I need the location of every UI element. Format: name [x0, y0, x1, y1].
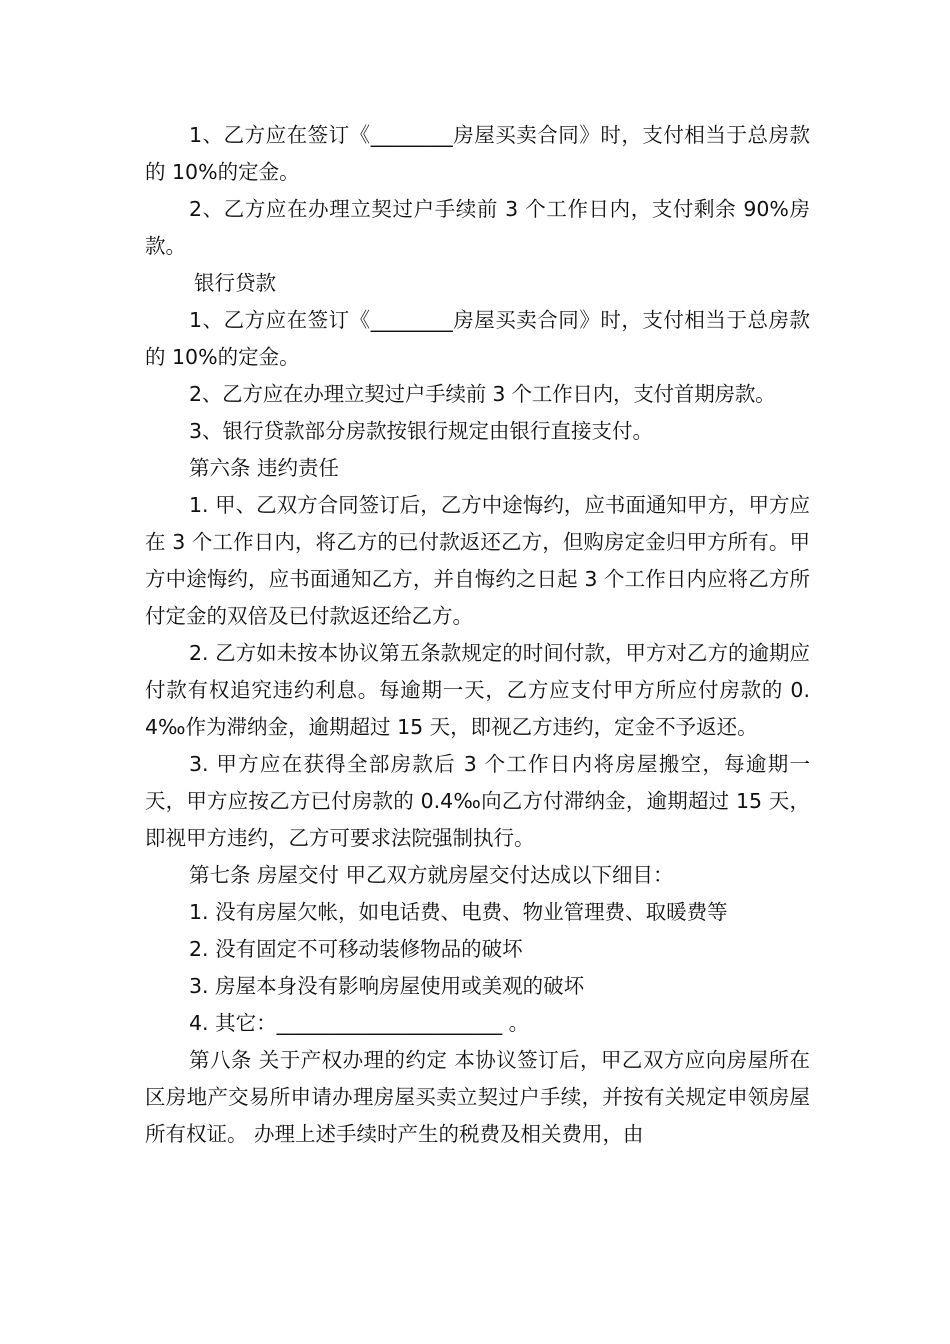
article-eight-text: 第八条 关于产权办理的约定 本协议签订后，甲乙双方应向房屋所在区房地产交易所申请办理房屋买卖立契过户手续，并按有关规定申领房屋所有权证。 办理上述手续时产生的税费及相关费用，由: [145, 1048, 810, 1146]
article-seven-item-1: 1. 没有房屋欠帐，如电话费、电费、物业管理费、取暖费等: [189, 900, 728, 924]
subheading-bank-loan: 银行贷款: [194, 271, 276, 295]
clause-full-payment-balance: 2、乙方应在办理立契过户手续前 3 个工作日内，支付剩余 90%房款。: [145, 197, 810, 258]
clause-loan-deposit: 1、乙方应在签订《________房屋买卖合同》时，支付相当于总房款的 10%的定金。: [145, 308, 810, 369]
clause-loan-down-payment: 2、乙方应在办理立契过户手续前 3 个工作日内，支付首期房款。: [189, 382, 776, 406]
document-body: [145, 117, 810, 1153]
article-six-heading: 第六条 违约责任: [189, 456, 340, 480]
article-seven-heading: 第七条 房屋交付 甲乙双方就房屋交付达成以下细目：: [189, 863, 674, 887]
article-seven-item-3: 3. 房屋本身没有影响房屋使用或美观的破坏: [189, 974, 585, 998]
article-six-item-1: 1. 甲、乙双方合同签订后，乙方中途悔约，应书面通知甲方，甲方应在 3 个工作日内，将乙方的已付款返还乙方，但购房定金归甲方所有。甲方中途悔约，应书面通知乙方，并自悔约之日起 3 个工作日内应将乙方所付定金的双倍及已付款返还给乙方。: [145, 493, 810, 628]
clause-loan-bank-payment: 3、银行贷款部分房款按银行规定由银行直接支付。: [189, 419, 654, 443]
article-seven-item-2: 2. 没有固定不可移动装修物品的破坏: [189, 937, 523, 961]
article-seven-item-4: 4. 其它：______________________ 。: [189, 1011, 530, 1035]
clause-full-payment-deposit: 1、乙方应在签订《________房屋买卖合同》时，支付相当于总房款的 10%的定金。: [145, 123, 810, 184]
article-six-item-2: 2. 乙方如未按本协议第五条款规定的时间付款，甲方对乙方的逾期应付款有权追究违约利息。每逾期一天，乙方应支付甲方所应付房款的 0.4‰作为滞纳金，逾期超过 15 天，即视乙方违约，定金不予返还。: [145, 641, 810, 739]
article-six-item-3: 3. 甲方应在获得全部房款后 3 个工作日内将房屋搬空，每逾期一天，甲方应按乙方已付房款的 0.4‰向乙方付滞纳金，逾期超过 15 天，即视甲方违约，乙方可要求法院强制执行。: [145, 752, 810, 850]
